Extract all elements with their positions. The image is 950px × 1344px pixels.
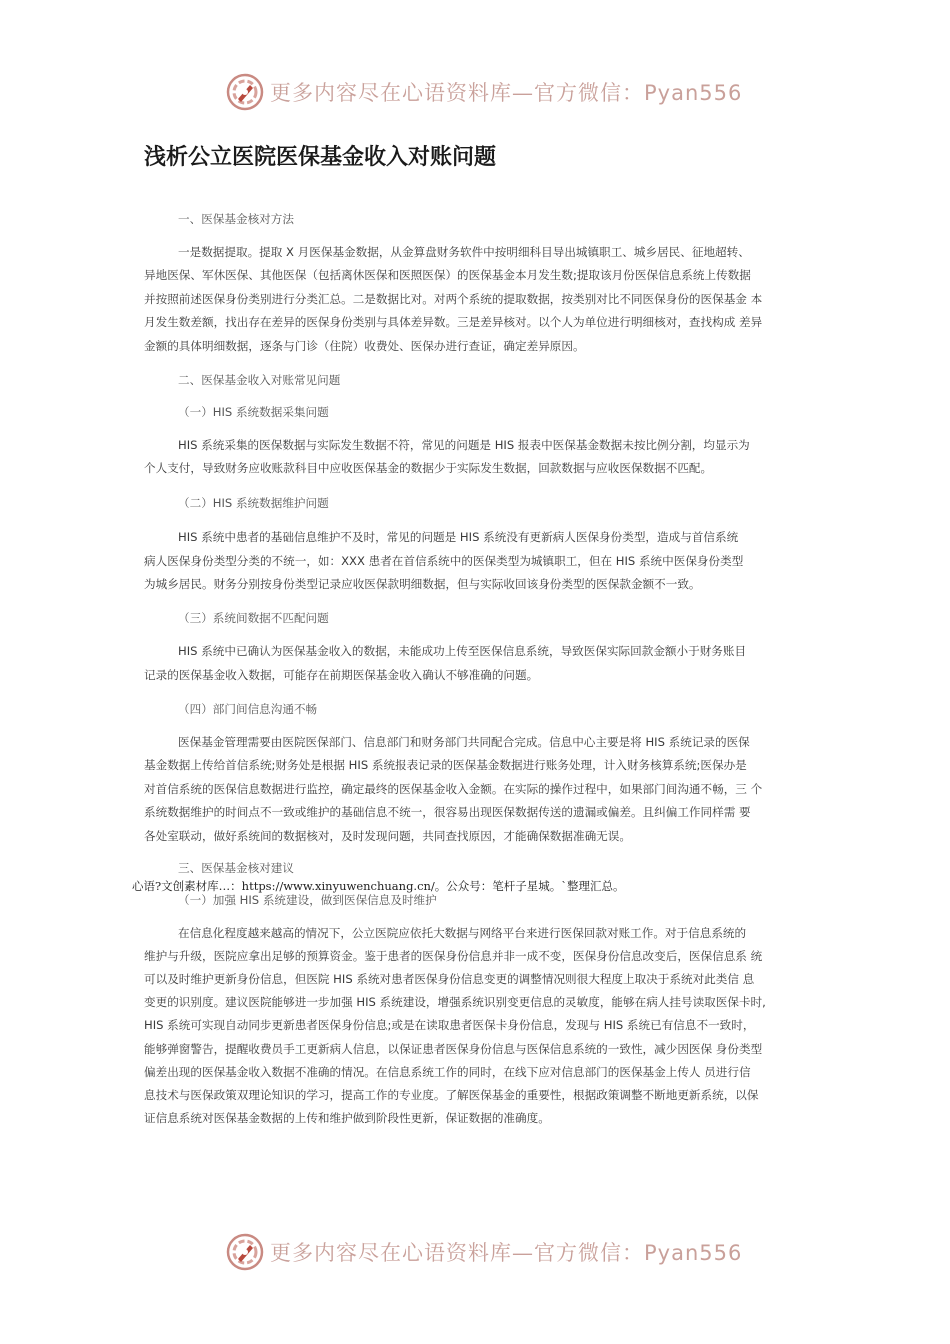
- rosette-logo-icon: [226, 73, 264, 111]
- paragraph-line: 变更的识别度。建议医院能够进一步加强 HIS 系统建设，增强系统识别变更信息的灵敏度，能够在病人挂号读取医保卡时,: [144, 995, 766, 1009]
- paragraph-line: 金额的具体明细数据，逐条与门诊（住院）收费处、医保办进行查证，确定差异原因。: [144, 339, 585, 353]
- section-heading: 二、医保基金收入对账常见问题: [178, 373, 341, 387]
- paragraph-line: 证信息系统对医保基金数据的上传和维护做到阶段性更新，保证数据的准确度。: [144, 1111, 550, 1125]
- section-heading: 一、医保基金核对方法: [178, 212, 294, 226]
- paragraph-line: 月发生数差额，找出存在差异的医保身份类别与具体差异数。三是差异核对。以个人为单位进行明细核对，查找构成 差异: [144, 315, 763, 329]
- header-banner: [226, 72, 743, 112]
- paragraph-line: 息技术与医保政策双理论知识的学习，提高工作的专业度。了解医保基金的重要性，根据政策调整不断地更新系统，以保: [144, 1088, 759, 1102]
- banner-text: 更多内容尽在心语资料库—官方微信：Pyan556: [270, 1241, 743, 1265]
- paragraph-line: 基金数据上传给首信系统;财务处是根据 HIS 系统报表记录的医保基金数据进行账务处理，计入财务核算系统;医保办是: [144, 758, 747, 772]
- paragraph-line: 偏差出现的医保基金收入数据不准确的情况。在信息系统工作的同时，在线下应对信息部门的医保基金上传人 员进行信: [144, 1065, 751, 1079]
- paragraph-line: 并按照前述医保身份类别进行分类汇总。二是数据比对。对两个系统的提取数据，按类别对比不同医保身份的医保基金 本: [144, 292, 763, 306]
- paragraph-line: HIS 系统采集的医保数据与实际发生数据不符，常见的问题是 HIS 报表中医保基金数据未按比例分割，均显示为: [178, 438, 750, 452]
- wechat-id: Pyan556: [644, 81, 743, 105]
- paragraph-line: 对首信系统的医保信息数据进行监控，确定最终的医保基金收入金额。在实际的操作过程中，如果部门间沟通不畅，三 个: [144, 782, 763, 796]
- paragraph-line: 维护与升级，医院应拿出足够的预算资金。鉴于患者的医保身份信息并非一成不变，医保身份信息改变后，医保信息系 统: [144, 949, 763, 963]
- subsection-heading: （三）系统间数据不匹配问题: [178, 611, 329, 625]
- subsection-heading: （一）HIS 系统数据采集问题: [178, 405, 329, 419]
- paragraph-line: 系统数据维护的时间点不一致或维护的基础信息不统一，很容易出现医保数据传送的遗漏或偏差。且纠偏工作同样需 要: [144, 805, 751, 819]
- paragraph-line: 异地医保、军休医保、其他医保（包括离休医保和医照医保）的医保基金本月发生数;提取该月份医保信息系统上传数据: [144, 268, 751, 282]
- banner-text: 更多内容尽在心语资料库—官方微信：Pyan556: [270, 81, 743, 105]
- paragraph-line: HIS 系统可实现自动同步更新患者医保身份信息;或是在读取患者医保卡身份信息，发现与 HIS 系统已有信息不一致时，: [144, 1018, 755, 1032]
- page-title: 浅析公立医院医保基金收入对账问题: [144, 145, 497, 170]
- paragraph-line: 在信息化程度越来越高的情况下，公立医院应依托大数据与网络平台来进行医保回款对账工作。对于信息系统的: [178, 926, 747, 940]
- subsection-heading: （二）HIS 系统数据维护问题: [178, 496, 329, 510]
- paragraph-line: 各处室联动，做好系统间的数据核对，及时发现问题，共同查找原因，才能确保数据准确无误。: [144, 829, 631, 843]
- paragraph-line: 记录的医保基金收入数据，可能存在前期医保基金收入确认不够准确的问题。: [144, 668, 539, 682]
- paragraph-line: 病人医保身份类型分类的不统一，如：XXX 患者在首信系统中的医保类型为城镇职工，但在 HIS 系统中医保身份类型: [144, 554, 744, 568]
- paragraph-line: 个人支付，导致财务应收账款科目中应收医保基金的数据少于实际发生数据，回款数据与应收医保数据不匹配。: [144, 461, 713, 475]
- paragraph-line: 能够弹窗警告，提醒收费员手工更新病人信息，以保证患者医保身份信息与医保信息系统的一致性，减少因医保 身份类型: [144, 1042, 763, 1056]
- paragraph-line: 为城乡居民。财务分别按身份类型记录应收医保款明细数据，但与实际收回该身份类型的医保款金额不一致。: [144, 577, 701, 591]
- paragraph-line: 医保基金管理需要由医院医保部门、信息部门和财务部门共同配合完成。信息中心主要是将 HIS 系统记录的医保: [178, 735, 750, 749]
- paragraph-line: 可以及时维护更新身份信息，但医院 HIS 系统对患者医保身份信息变更的调整情况则很大程度上取决于系统对此类信 息: [144, 972, 755, 986]
- paragraph-line: HIS 系统中患者的基础信息维护不及时，常见的问题是 HIS 系统没有更新病人医保身份类型，造成与首信系统: [178, 530, 739, 544]
- section-heading: 三、医保基金核对建议: [178, 861, 294, 875]
- footer-banner: [226, 1232, 743, 1272]
- subsection-heading: （一）加强 HIS 系统建设，做到医保信息及时维护: [178, 893, 437, 907]
- paragraph-line: 一是数据提取。提取 X 月医保基金数据，从金算盘财务软件中按明细科目导出城镇职工、城乡居民、征地超转、: [178, 245, 750, 259]
- rosette-logo-icon: [226, 1233, 264, 1271]
- paragraph-line: HIS 系统中已确认为医保基金收入的数据，未能成功上传至医保信息系统，导致医保实际回款金额小于财务账目: [178, 644, 747, 658]
- source-watermark: 心语?文创素材库…：https://www.xinyuwenchuang.cn/。公众号：笔杆子星城。`整理汇总。: [132, 879, 625, 893]
- subsection-heading: （四）部门间信息沟通不畅: [178, 702, 318, 716]
- wechat-id: Pyan556: [644, 1241, 743, 1265]
